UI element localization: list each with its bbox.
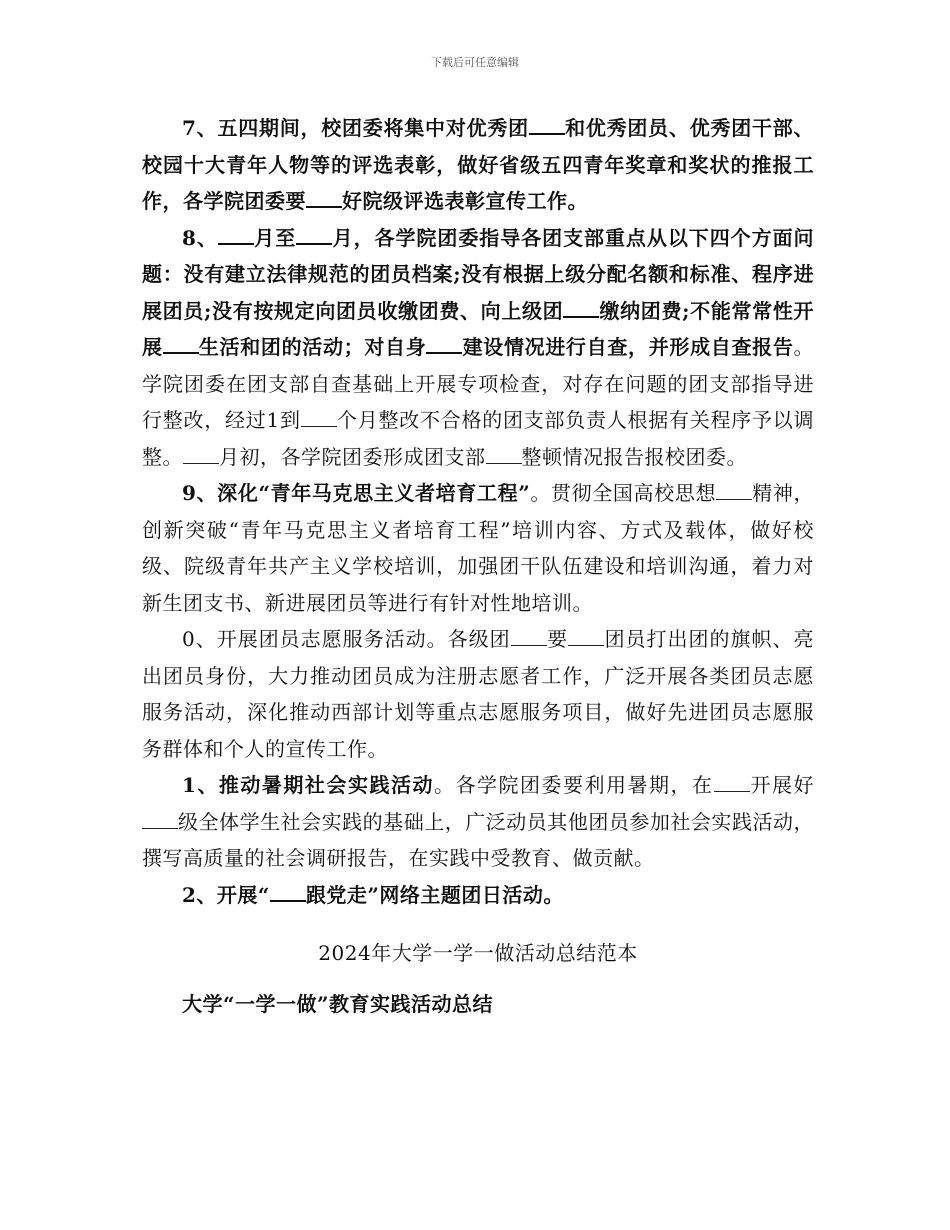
text: 。贯彻全国高校思想	[530, 481, 717, 505]
paragraph-9	[142, 475, 814, 621]
text: 团员打出团的旗帜、亮出团员身份，大力推动团员成为注册志愿者工作，广泛开展各类团员志愿服务活动，深化推动西部计划等重点志愿服务项目，做好先进团员志愿服务群体和个人的宣传工作。	[142, 627, 814, 761]
blank	[163, 334, 199, 354]
text: 整顿情况报告报校团委。	[521, 444, 747, 469]
text: 跟党走”网络主题团日活动。	[305, 882, 564, 907]
blank	[270, 882, 306, 902]
paragraph-12	[142, 877, 814, 914]
blank	[486, 445, 522, 464]
text: 。各学院团委要利用暑期，在	[433, 773, 714, 797]
text: 和优秀团员、优秀团干部、校园十大青年人物等的评选表彰，做好省级五四青年奖章和奖状的推报工作，各学院团委要	[142, 116, 814, 213]
paragraph-8	[142, 220, 814, 476]
text: 个月整改不合格的团支部负责人根据有关程序予以调整。	[142, 408, 814, 469]
document-subtitle: 大学“一学一做”教育实践活动总结	[182, 991, 494, 1016]
text: 要	[546, 627, 569, 651]
text: 。学院团委在团支部自查基础上开展专项检查，对存在问题的团支部指导进行整改，经过1到	[142, 335, 815, 432]
blank	[301, 408, 337, 427]
text: 2、开展“	[182, 882, 270, 907]
blank	[529, 115, 565, 135]
text: 月至	[253, 225, 297, 250]
text: 月初，各学院团委形成团支部	[219, 444, 486, 469]
document-body	[142, 110, 814, 1022]
blank	[296, 225, 332, 245]
text: 建设情况进行自查，并形成自查报告	[462, 335, 794, 359]
blank	[218, 225, 254, 245]
paragraph-11	[142, 767, 814, 877]
page-header: 下载后可任意编辑	[431, 56, 519, 69]
text: 月，各学院团委指导各团支部重点从以下四个方面问题：没有建立法律规范的团员档案;没有根据上级分配名额和标准、程序进展团员;没有按规定向团员收缴团费、向上级团	[142, 225, 815, 323]
blank	[714, 773, 750, 792]
text: 1、推动暑期社会实践活动	[182, 773, 434, 797]
text: 0、开展团员志愿服务活动。各级团	[182, 627, 511, 651]
text: 生活和团的活动；对自身	[198, 335, 427, 359]
text: 开展好	[749, 773, 815, 797]
text: 7、五四期间，校团委将集中对优秀团	[182, 116, 529, 140]
paragraph-10	[142, 621, 814, 767]
blank	[563, 298, 599, 318]
blank	[426, 334, 462, 354]
blank	[511, 627, 547, 646]
blank	[142, 810, 178, 829]
blank	[306, 188, 342, 208]
paragraph-7	[142, 110, 814, 220]
blank	[183, 445, 219, 464]
text: 8、	[182, 225, 218, 250]
document-title: 2024年大学一学一做活动总结范本	[318, 941, 638, 965]
text: 级全体学生社会实践的基础上，广泛动员其他团员参加社会实践活动，撰写高质量的社会调研报告，在实践中受教育、做贡献。	[142, 809, 814, 870]
blank	[568, 627, 604, 646]
text: 缴纳团费;不能常常性开展	[142, 298, 814, 359]
blank	[716, 481, 752, 500]
text: 9、深化“青年马克思主义者培育工程”	[182, 481, 531, 505]
text: 好院级评选表彰宣传工作。	[342, 189, 588, 213]
text: 精神，创新突破“青年马克思主义者培育工程”培训内容、方式及载体，做好校级、院级青年共产主义学校培训，加强团干队伍建设和培训沟通，着力对新生团支书、新进展团员等进行有针对性地培训。	[142, 481, 815, 615]
